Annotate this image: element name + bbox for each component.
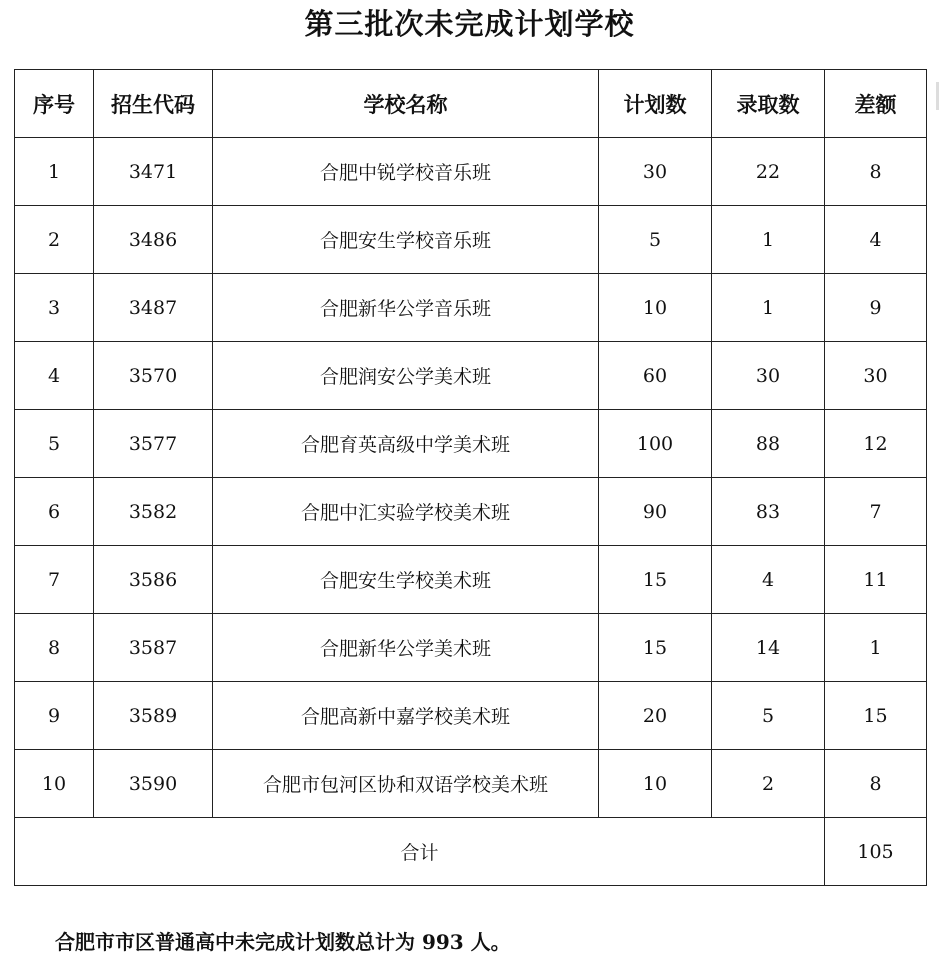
cell-admitted: 14 bbox=[712, 614, 825, 682]
table-row bbox=[15, 614, 927, 682]
table-row bbox=[15, 750, 927, 818]
page-title: 第三批次未完成计划学校 bbox=[304, 7, 635, 41]
cell-school-name: 合肥市包河区协和双语学校美术班 bbox=[213, 750, 599, 818]
cell-school-name: 合肥安生学校美术班 bbox=[213, 546, 599, 614]
cell-index: 6 bbox=[15, 478, 94, 546]
cell-index: 4 bbox=[15, 342, 94, 410]
cell-index: 8 bbox=[15, 614, 94, 682]
unfinished-plan-table bbox=[14, 69, 927, 886]
cell-school-name: 合肥新华公学美术班 bbox=[213, 614, 599, 682]
cell-plan: 90 bbox=[599, 478, 712, 546]
cell-school-name: 合肥新华公学音乐班 bbox=[213, 274, 599, 342]
cell-plan: 15 bbox=[599, 546, 712, 614]
cell-difference: 7 bbox=[825, 478, 927, 546]
cell-admitted: 30 bbox=[712, 342, 825, 410]
cell-plan: 60 bbox=[599, 342, 712, 410]
cell-index: 1 bbox=[15, 138, 94, 206]
table-row bbox=[15, 274, 927, 342]
cell-code: 3587 bbox=[94, 614, 213, 682]
cell-difference: 11 bbox=[825, 546, 927, 614]
header-code: 招生代码 bbox=[94, 70, 213, 138]
cell-index: 9 bbox=[15, 682, 94, 750]
cell-school-name: 合肥安生学校音乐班 bbox=[213, 206, 599, 274]
cell-difference: 1 bbox=[825, 614, 927, 682]
cell-school-name: 合肥中汇实验学校美术班 bbox=[213, 478, 599, 546]
cell-plan: 20 bbox=[599, 682, 712, 750]
cell-difference: 15 bbox=[825, 682, 927, 750]
total-row bbox=[15, 818, 927, 886]
cell-code: 3582 bbox=[94, 478, 213, 546]
cell-difference: 30 bbox=[825, 342, 927, 410]
table-row bbox=[15, 138, 927, 206]
cell-code: 3487 bbox=[94, 274, 213, 342]
cell-code: 3590 bbox=[94, 750, 213, 818]
cell-admitted: 1 bbox=[712, 206, 825, 274]
cell-index: 10 bbox=[15, 750, 94, 818]
table-row bbox=[15, 478, 927, 546]
cell-admitted: 88 bbox=[712, 410, 825, 478]
cell-plan: 10 bbox=[599, 274, 712, 342]
cell-admitted: 83 bbox=[712, 478, 825, 546]
header-admitted: 录取数 bbox=[712, 70, 825, 138]
cell-plan: 15 bbox=[599, 614, 712, 682]
cell-difference: 9 bbox=[825, 274, 927, 342]
table-row bbox=[15, 206, 927, 274]
table-row bbox=[15, 410, 927, 478]
cell-code: 3570 bbox=[94, 342, 213, 410]
table-row bbox=[15, 342, 927, 410]
table-header-row bbox=[15, 70, 927, 138]
cell-admitted: 22 bbox=[712, 138, 825, 206]
cell-code: 3586 bbox=[94, 546, 213, 614]
summary-note: 合肥市市区普通高中未完成计划数总计为 993 人。 bbox=[55, 930, 511, 954]
cell-school-name: 合肥高新中嘉学校美术班 bbox=[213, 682, 599, 750]
cell-difference: 8 bbox=[825, 138, 927, 206]
header-difference: 差额 bbox=[825, 70, 927, 138]
cell-school-name: 合肥育英高级中学美术班 bbox=[213, 410, 599, 478]
total-value: 105 bbox=[825, 818, 927, 886]
cell-code: 3589 bbox=[94, 682, 213, 750]
cell-code: 3471 bbox=[94, 138, 213, 206]
cell-index: 3 bbox=[15, 274, 94, 342]
header-school-name: 学校名称 bbox=[213, 70, 599, 138]
header-index: 序号 bbox=[15, 70, 94, 138]
cell-school-name: 合肥润安公学美术班 bbox=[213, 342, 599, 410]
cell-admitted: 4 bbox=[712, 546, 825, 614]
cell-code: 3577 bbox=[94, 410, 213, 478]
cell-plan: 10 bbox=[599, 750, 712, 818]
table-row bbox=[15, 682, 927, 750]
cell-difference: 8 bbox=[825, 750, 927, 818]
total-label: 合计 bbox=[15, 818, 825, 886]
cell-code: 3486 bbox=[94, 206, 213, 274]
cell-index: 2 bbox=[15, 206, 94, 274]
cell-plan: 30 bbox=[599, 138, 712, 206]
cell-admitted: 2 bbox=[712, 750, 825, 818]
header-plan: 计划数 bbox=[599, 70, 712, 138]
cell-difference: 4 bbox=[825, 206, 927, 274]
table-row bbox=[15, 546, 927, 614]
cell-admitted: 1 bbox=[712, 274, 825, 342]
cell-school-name: 合肥中锐学校音乐班 bbox=[213, 138, 599, 206]
cell-index: 5 bbox=[15, 410, 94, 478]
cell-admitted: 5 bbox=[712, 682, 825, 750]
cell-index: 7 bbox=[15, 546, 94, 614]
cell-difference: 12 bbox=[825, 410, 927, 478]
cell-plan: 100 bbox=[599, 410, 712, 478]
cell-plan: 5 bbox=[599, 206, 712, 274]
